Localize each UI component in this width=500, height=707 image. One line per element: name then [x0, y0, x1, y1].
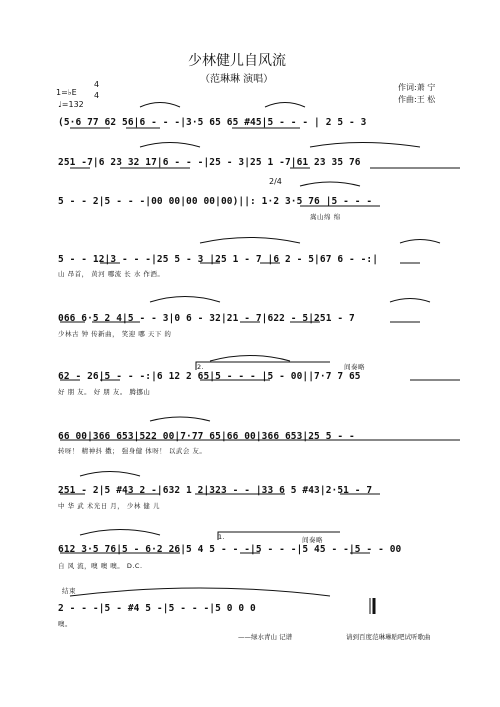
volta-2-label: 2.: [197, 363, 205, 371]
song-title: 少林健儿自风流: [188, 53, 286, 69]
ending-label: 结束: [62, 587, 76, 595]
system-4-lyrics: 山 昂首， 黄河 哪流 长 水 作酒。: [58, 270, 165, 278]
system-6-lyrics: 好 朋 友。 好 朋 友。 腾挪山: [58, 388, 151, 396]
time-signature-bottom: 4: [94, 91, 100, 100]
interlude-label-2: 间奏略: [302, 536, 323, 544]
system-3-notes: 5 - - 2|5 - - -|00 00|00 00|00)||: 1·2 3·5 76 |5 - - -: [58, 196, 373, 207]
system-8-lyrics: 中 华 武 术光日 月， 少林 健 儿: [58, 502, 160, 510]
system-10-notes: 2 - - -|5 - #4 5 -|5 - - -|5 0 0 0: [58, 603, 256, 614]
system-4-notes: 5 - - 12|3 - - -|25 5 - 3 |25 1 - 7 |6 2 - 5|67 6 - -:|: [58, 254, 379, 265]
tempo-marking: ♩=132: [58, 100, 84, 109]
system-1-notes: (5·6 77 62 56|6 - - -|3·5 65 65 #45|5 - - - | 2 5 - 3: [58, 117, 367, 128]
listening-note: 请到百度范琳琳贴吧试听歌曲: [346, 633, 431, 641]
system-9-notes: 612 3·5 76|5 - 6·2 26|5 4 5 - - -|5 - - -|5 45 - -|5 - - 00: [58, 544, 402, 555]
lyricist-credit: 作词:萧 宁: [398, 83, 436, 92]
system-2-notes: 251 -7|6 23 32 17|6 - - -|25 - 3|25 1 -7|61 23 35 76: [58, 157, 361, 168]
system-7-lyrics: 转呀！ 精神抖 擞； 强身健 体呀！ 以武会 友。: [58, 447, 207, 455]
interlude-label-1: 间奏略: [344, 363, 365, 371]
time-signature-top: 4: [94, 80, 100, 89]
system-10-lyrics: 噢。: [58, 620, 72, 628]
key-signature: 1=♭E: [56, 88, 77, 97]
system-8-notes: 251 - 2|5 #43 2 -|632 1 2|323 - - |33 6 5 #43|2·51 - 7: [58, 485, 373, 496]
song-subtitle: （范琳琳 演唱）: [200, 74, 274, 85]
system-9-lyrics: 自 风 流，噢 噢 噢。 D.C.: [58, 562, 143, 570]
system-5-notes: 066 6·5 2 4|5 - - 3|0 6 - 32|21 - 7|622 - 5|251 - 7: [58, 313, 355, 324]
transcriber-credit: ——绿水青山 记谱: [238, 633, 293, 641]
system-5-lyrics: 少林古 钟 传新曲， 笑迎 哪 天下 的: [58, 330, 172, 338]
system-3-lyrics: 嵩山绵 绵: [310, 213, 341, 221]
system-7-notes: 66 00|366 653|522 00|7·77 65|66 00|366 653|25 5 - -: [58, 431, 355, 442]
system-6-notes: 62 - 26|5 - - -:|6 12 2 65|5 - - - |5 - 00||7·7 7 65: [58, 371, 361, 382]
meter-change-label: 2/4: [269, 177, 282, 186]
volta-1-label: 1.: [218, 533, 226, 541]
composer-credit: 作曲:王 松: [398, 95, 436, 104]
